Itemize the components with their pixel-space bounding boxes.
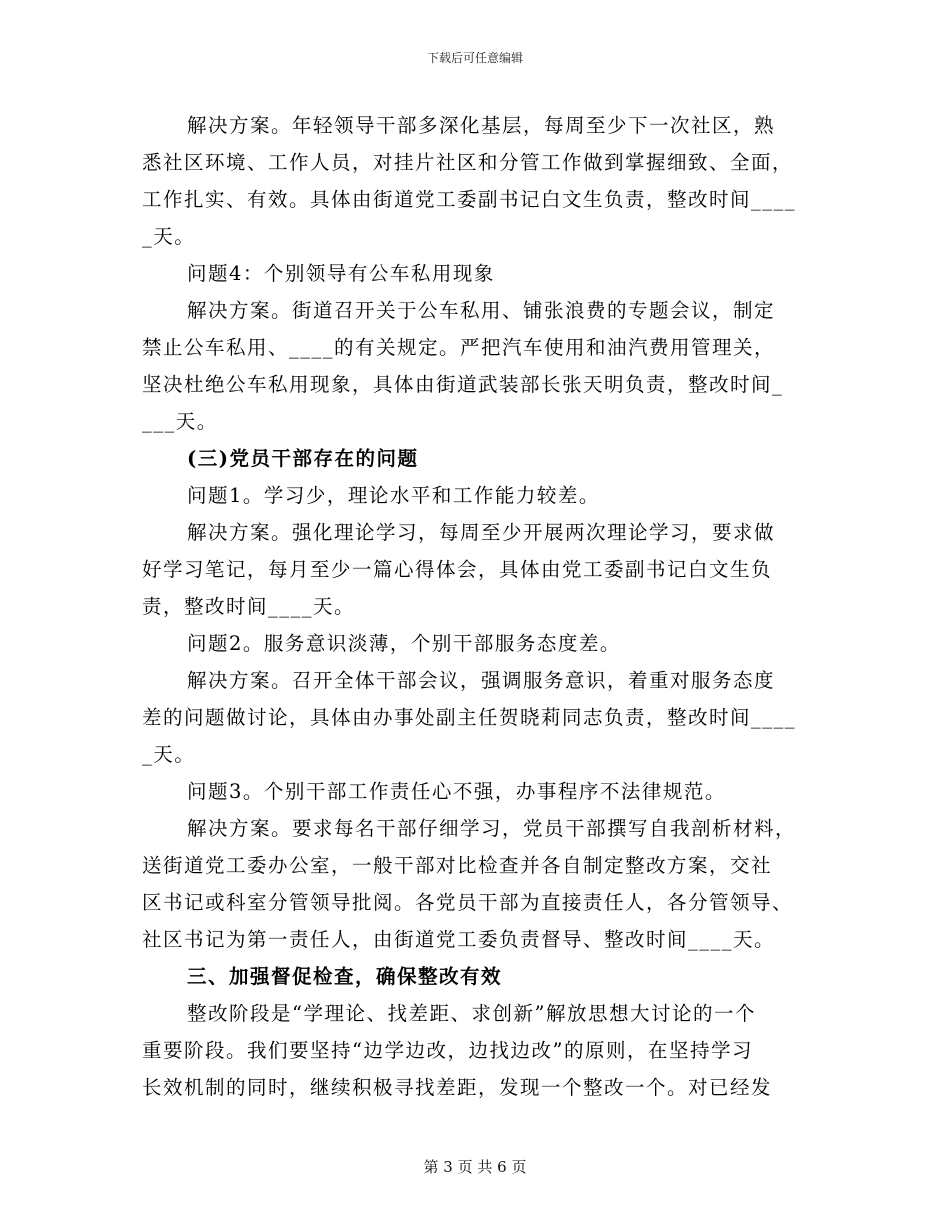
text-line: _天。 [142, 225, 196, 248]
section-heading-line: 三、加强督促检查，确保整改有效 [187, 965, 503, 988]
text-line: 坚决杜绝公车私用现象，具体由街道武装部长张天明负责，整改时间_ [142, 373, 784, 396]
text-line: 解决方案。要求每名干部仔细学习，党员干部撰写自我剖析材料， [187, 817, 797, 840]
text-line: 好学习笔记，每月至少一篇心得体会，具体由党工委副书记白文生负 [142, 558, 773, 581]
text-line: 禁止公车私用、____的有关规定。严把汽车使用和油汽费用管理关， [142, 336, 776, 359]
text-line: 解决方案。召开全体干部会议，强调服务意识，着重对服务态度 [187, 669, 776, 692]
text-line: 责，整改时间____天。 [142, 595, 356, 618]
text-line: 送街道党工委办公室，一般干部对比检查并各自制定整改方案，交社 [142, 854, 773, 877]
text-line: 问题4：个别领导有公车私用现象 [187, 262, 495, 285]
section-heading-line: (三)党员干部存在的问题 [187, 447, 419, 470]
text-line: 解决方案。年轻领导干部多深化基层，每周至少下一次社区，熟 [187, 114, 776, 137]
page-header: 下载后可任意编辑 [426, 51, 523, 65]
text-line: 区书记或科室分管领导批阅。各党员干部为直接责任人，各分管领导、 [142, 891, 794, 914]
text-line: 重要阶段。我们要坚持“边学边改，边找边改”的原则，在坚持学习 [142, 1039, 753, 1062]
text-line: ___天。 [142, 410, 218, 433]
text-line: 差的问题做讨论，具体由办事处副主任贺晓莉同志负责，整改时间____ [142, 706, 797, 729]
text-line: 整改阶段是“学理论、找差距、求创新”解放思想大讨论的一个 [187, 1002, 756, 1025]
document-body [142, 107, 810, 1106]
text-line: 问题2。服务意识淡薄，个别干部服务态度差。 [187, 632, 621, 655]
text-line: 解决方案。街道召开关于公车私用、铺张浪费的专题会议，制定 [187, 299, 776, 322]
text-line: 问题3。个别干部工作责任心不强，办事程序不法律规范。 [187, 780, 726, 803]
text-line: 问题1。学习少，理论水平和工作能力较差。 [187, 484, 600, 507]
text-line: _天。 [142, 743, 196, 766]
text-line: 解决方案。强化理论学习，每周至少开展两次理论学习，要求做 [187, 521, 776, 544]
text-line: 长效机制的同时，继续积极寻找差距，发现一个整改一个。对已经发 [142, 1076, 773, 1099]
text-line: 社区书记为第一责任人，由街道党工委负责督导、整改时间____天。 [142, 928, 776, 951]
page-number: 第 3 页 共 6 页 [423, 1158, 527, 1176]
text-line: 悉社区环境、工作人员，对挂片社区和分管工作做到掌握细致、全面， [142, 151, 794, 174]
text-line: 工作扎实、有效。具体由街道党工委副书记白文生负责，整改时间____ [142, 188, 797, 211]
